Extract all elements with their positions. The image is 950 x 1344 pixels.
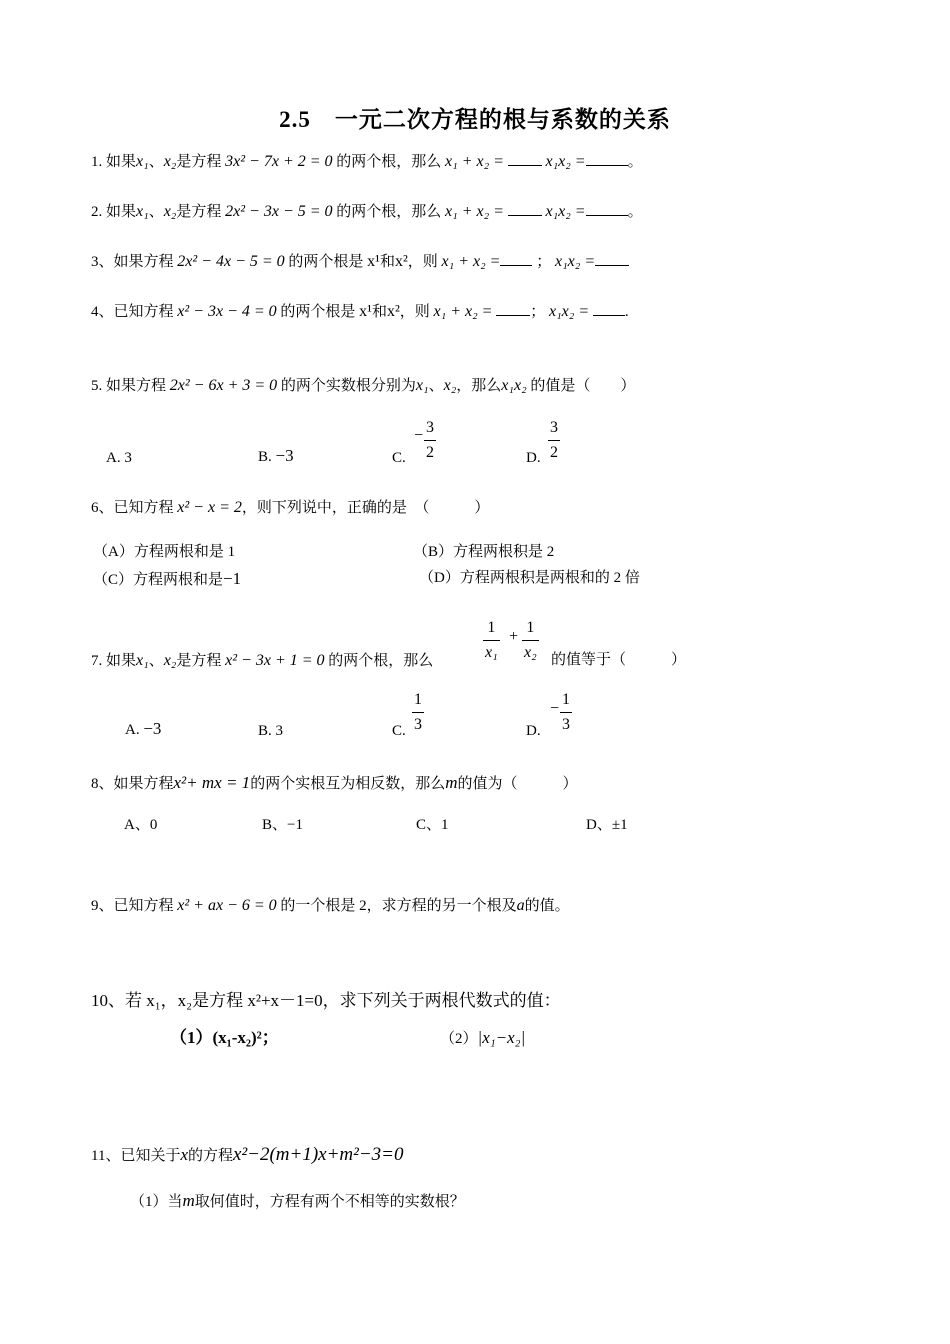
equation: x² − 3x − 4 = 0: [177, 303, 277, 320]
equation: 2x² − 6x + 3 = 0: [169, 377, 278, 394]
question-3: 3、如果方程 2x² − 4x − 5 = 0 的两个根是 x¹和x²，则 x₁ + x₂ = ； x₁x₂ =: [91, 254, 629, 270]
equation: 2x² − 3x − 5 = 0: [225, 203, 333, 220]
fraction-7c: 1 3: [414, 691, 422, 733]
question-6: 6、已知方程 x² − x = 2，则下列说中，正确的是 （ ）: [91, 499, 490, 516]
option-5d-label[interactable]: D.: [526, 450, 541, 466]
answer-blank[interactable]: [593, 314, 625, 316]
option-6c[interactable]: （C）方程两根和是−1: [93, 569, 242, 588]
fraction-5d: 3 2: [550, 419, 558, 461]
equation: x²+ mx = 1: [173, 773, 251, 792]
option-7d-label[interactable]: D.: [526, 723, 541, 739]
equation: 2x² − 4x − 5 = 0: [177, 253, 285, 270]
option-6b[interactable]: （B）方程两根积是 2: [413, 544, 555, 560]
equation: x²−2(m+1)x+m²−3=0: [233, 1144, 404, 1165]
fraction-1-over-x1: 1 x₁: [485, 619, 498, 661]
option-7b[interactable]: B. 3: [258, 723, 284, 739]
answer-blank[interactable]: [500, 264, 532, 266]
question-4: 4、已知方程 x² − 3x − 4 = 0 的两个根是 x¹和x²，则 x₁ + x₂ = ； x₁x₂ = .: [91, 303, 629, 320]
question-11-part-1: （1）当m取何值时，方程有两个不相等的实数根？: [130, 1191, 465, 1210]
equation: x² − x = 2: [177, 499, 242, 516]
option-5c-label[interactable]: C.: [392, 450, 406, 466]
page-title: 2.5 一元二次方程的根与系数的关系: [279, 107, 671, 132]
question-2: 2. 如果x₁、x₂是方程 2x² − 3x − 5 = 0 的两个根，那么 x₁ + x₂ = x₁x₂ = 。: [91, 203, 643, 220]
question-10: 10、若 x₁，x₂是方程 x²+x－1=0，求下列关于两根代数式的值：: [91, 991, 561, 1010]
option-8b[interactable]: B、−1: [262, 817, 303, 833]
question-10-part-1: （1）(x₁-x₂)²；: [170, 1028, 279, 1047]
minus-sign: −: [414, 427, 424, 444]
option-5a[interactable]: A. 3: [106, 450, 132, 466]
option-8c[interactable]: C、1: [416, 817, 449, 833]
question-7-tail: 的值等于（ ）: [551, 652, 687, 668]
option-6a[interactable]: （A）方程两根和是 1: [93, 544, 236, 560]
question-9: 9、已知方程 x² + ax − 6 = 0 的一个根是 2，求方程的另一个根及a的值。: [91, 897, 570, 914]
fraction-5c: 3 2: [426, 419, 434, 461]
question-10-part-2: （2）|x₁−x₂|: [440, 1028, 526, 1047]
answer-blank[interactable]: [595, 264, 629, 266]
question-8: 8、如果方程x²+ mx = 1的两个实根互为相反数，那么m的值为（ ）: [91, 773, 578, 792]
answer-blank[interactable]: [508, 164, 542, 166]
option-8a[interactable]: A、0: [124, 817, 158, 833]
option-6d[interactable]: （D）方程两根积是两根和的 2 倍: [419, 570, 640, 586]
minus-sign: −: [550, 700, 560, 717]
question-11: 11、已知关于x的方程x²−2(m+1)x+m²−3=0: [91, 1144, 404, 1165]
answer-blank[interactable]: [496, 314, 530, 316]
equation: x² + ax − 6 = 0: [177, 897, 277, 914]
question-5: 5. 如果方程 2x² − 6x + 3 = 0 的两个实数根分别为x₁、x₂，那么x₁x₂ 的值是（ ）: [91, 377, 636, 394]
equation: 3x² − 7x + 2 = 0: [225, 153, 333, 170]
plus-sign: +: [509, 628, 519, 645]
answer-blank[interactable]: [586, 164, 628, 166]
question-7: 7. 如果x₁、x₂是方程 x² − 3x + 1 = 0 的两个根，那么: [91, 652, 434, 669]
answer-blank[interactable]: [586, 214, 628, 216]
option-7a[interactable]: A. −3: [125, 719, 162, 738]
option-8d[interactable]: D、±1: [586, 817, 628, 833]
option-5b[interactable]: B. −3: [258, 446, 294, 465]
question-1: 1. 如果x₁、x₂是方程 3x² − 7x + 2 = 0 的两个根，那么 x₁ + x₂ = x₁x₂ = 。: [91, 153, 643, 170]
fraction-7d: 1 3: [562, 691, 570, 733]
equation: x² − 3x + 1 = 0: [225, 652, 325, 669]
fraction-1-over-x2: 1 x₂: [524, 619, 537, 661]
answer-blank[interactable]: [508, 214, 542, 216]
option-7c-label[interactable]: C.: [392, 723, 406, 739]
